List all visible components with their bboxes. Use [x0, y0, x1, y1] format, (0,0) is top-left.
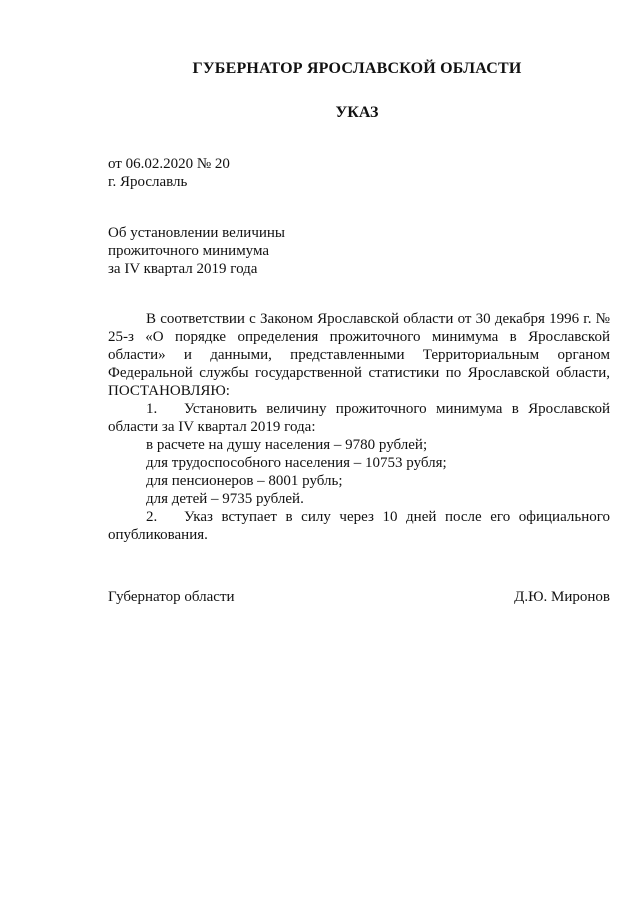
item-1-text: Установить величину прожиточного минимума в Ярославской области за IV квартал 2019 года:	[108, 401, 610, 435]
subsistence-working-age: для трудоспособного населения – 10753 рубля;	[146, 455, 447, 471]
item-2	[108, 508, 610, 544]
item-1	[108, 400, 610, 436]
issue-place: г. Ярославль	[108, 174, 188, 190]
document-meta	[108, 155, 230, 191]
subject-line-3: за IV квартал 2019 года	[108, 261, 258, 277]
item-1-number: 1.	[146, 401, 158, 417]
signatory-position: Губернатор области	[108, 589, 235, 605]
subsistence-per-capita: в расчете на душу населения – 9780 рублей;	[146, 437, 428, 453]
item-2-number: 2.	[146, 509, 158, 525]
subject-line-1: Об установлении величины	[108, 225, 285, 241]
subsistence-pensioners: для пенсионеров – 8001 рубль;	[146, 473, 343, 489]
document-type: УКАЗ	[335, 104, 379, 121]
authority-title: ГУБЕРНАТОР ЯРОСЛАВСКОЙ ОБЛАСТИ	[192, 60, 522, 77]
subsistence-children: для детей – 9735 рублей.	[146, 491, 304, 507]
preamble-paragraph: В соответствии с Законом Ярославской области от 30 декабря 1996 г. № 25-з «О порядке определения прожиточного минимума в Ярославской области» и данными, представленными Территориальным органом Федеральной службы государственной статистики по Ярославской области, ПОСТАНОВЛЯЮ:	[108, 311, 610, 399]
signatory-name: Д.Ю. Миронов	[514, 589, 610, 605]
item-2-text: Указ вступает в силу через 10 дней после его официального опубликования.	[108, 509, 610, 543]
signature-block	[108, 588, 610, 606]
document-subject	[108, 224, 285, 278]
document-body	[108, 310, 610, 544]
date-number-line: от 06.02.2020 № 20	[108, 156, 230, 172]
subject-line-2: прожиточного минимума	[108, 243, 270, 259]
